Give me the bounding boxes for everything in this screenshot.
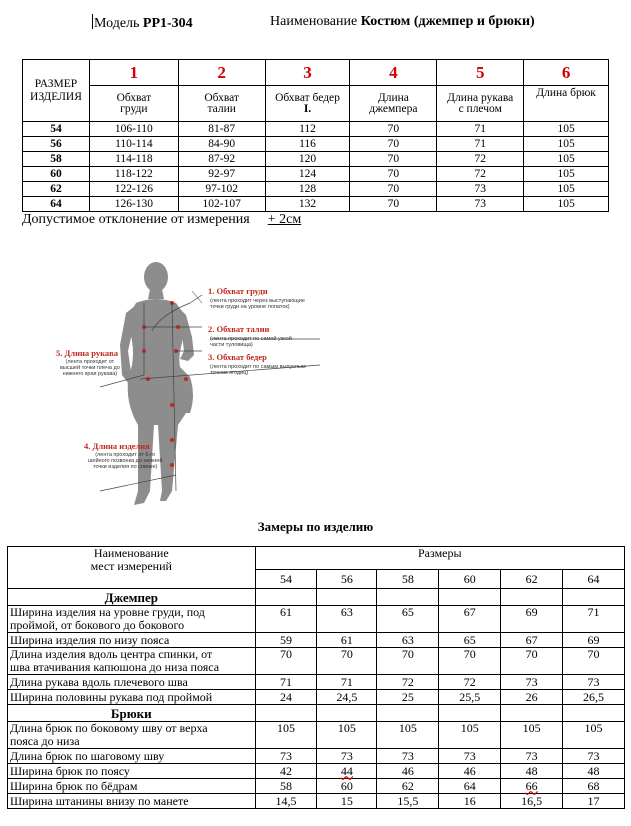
size-row <box>23 197 609 212</box>
measurement-value: 26 <box>501 690 563 705</box>
measurement-row <box>8 648 625 675</box>
empty-cell <box>501 589 563 606</box>
size-value-cell: 132 <box>265 197 350 212</box>
size-column-header: 58 <box>377 570 439 589</box>
measurement-value: 73 <box>563 749 625 764</box>
size-column-header: 60 <box>439 570 501 589</box>
empty-cell <box>439 705 501 722</box>
group-title: Джемпер <box>8 589 256 606</box>
measurement-value: 15 <box>317 794 377 809</box>
size-value-cell: 70 <box>350 122 437 137</box>
measurement-row <box>8 722 625 749</box>
measurement-value: 63 <box>377 633 439 648</box>
measurement-name-header: Наименование мест измерений <box>8 547 256 589</box>
sizes-header: Размеры <box>255 547 624 570</box>
figure-label-4: 4. Длина изделия <box>84 441 150 451</box>
size-cell: 62 <box>23 182 90 197</box>
name-line <box>270 14 535 30</box>
measurement-value: 16 <box>439 794 501 809</box>
empty-cell <box>563 705 625 722</box>
measurement-value: 58 <box>255 779 317 794</box>
empty-cell <box>255 705 317 722</box>
column-label: Обхват бедер I. <box>265 86 350 122</box>
size-value-cell: 105 <box>524 182 609 197</box>
measurement-label: Ширина брюк по поясу <box>8 764 256 779</box>
name-value: Костюм (джемпер и брюки) <box>360 14 535 29</box>
size-value-cell: 72 <box>437 152 524 167</box>
column-label: Обхват груди <box>89 86 178 122</box>
measurement-label: Ширина половины рукава под проймой <box>8 690 256 705</box>
measurement-value: 73 <box>377 749 439 764</box>
size-value-cell: 70 <box>350 167 437 182</box>
measurement-label: Длина брюк по шаговому шву <box>8 749 256 764</box>
measurement-value: 67 <box>439 606 501 633</box>
product-measurements-table <box>7 546 625 809</box>
column-number: 2 <box>178 60 265 86</box>
measurement-value: 73 <box>439 749 501 764</box>
measurement-row <box>8 690 625 705</box>
column-label: Длина брюк <box>524 86 609 122</box>
size-value-cell: 73 <box>437 197 524 212</box>
size-value-cell: 73 <box>437 182 524 197</box>
tolerance-note <box>22 212 301 228</box>
measurement-value: 66 <box>501 779 563 794</box>
corner-label-line1: РАЗМЕР <box>34 77 78 90</box>
measurement-value: 72 <box>377 675 439 690</box>
size-value-cell: 105 <box>524 122 609 137</box>
size-value-cell: 114-118 <box>89 152 178 167</box>
measurement-value: 70 <box>439 648 501 675</box>
measurement-value: 60 <box>317 779 377 794</box>
figure-note-2: (лента проходит по самой узкой части туловища) <box>210 336 292 348</box>
measurement-value: 25 <box>377 690 439 705</box>
measurement-value: 15,5 <box>377 794 439 809</box>
size-value-cell: 71 <box>437 137 524 152</box>
size-value-cell: 105 <box>524 197 609 212</box>
measurement-value: 25,5 <box>439 690 501 705</box>
corner-label-line2: ИЗДЕЛИЯ <box>30 90 82 103</box>
column-label: Длина джемпера <box>350 86 437 122</box>
empty-cell <box>563 589 625 606</box>
size-value-cell: 124 <box>265 167 350 182</box>
measurement-row <box>8 794 625 809</box>
measurement-value: 65 <box>439 633 501 648</box>
size-row <box>23 182 609 197</box>
size-column-header: 64 <box>563 570 625 589</box>
group-row <box>8 705 625 722</box>
size-value-cell: 70 <box>350 182 437 197</box>
size-row <box>23 137 609 152</box>
empty-cell <box>317 589 377 606</box>
tolerance-text: Допустимое отклонение от измерения <box>22 212 250 227</box>
measurement-value: 69 <box>501 606 563 633</box>
model-line <box>92 14 193 32</box>
figure-note-5: (лента проходит от высшей точки плеча до нижнего края рукава) <box>60 359 120 377</box>
size-cell: 58 <box>23 152 90 167</box>
measurement-value: 24,5 <box>317 690 377 705</box>
figure-label-5: 5. Длина рукава <box>56 348 119 358</box>
size-column-header: 62 <box>501 570 563 589</box>
size-cell: 60 <box>23 167 90 182</box>
size-value-cell: 70 <box>350 197 437 212</box>
size-value-cell: 102-107 <box>178 197 265 212</box>
measurement-value: 59 <box>255 633 317 648</box>
model-value: РР1-304 <box>142 16 193 31</box>
measurement-value: 71 <box>317 675 377 690</box>
measurement-label: Длина брюк по боковому шву от верха пояса до низа <box>8 722 256 749</box>
measurement-row <box>8 606 625 633</box>
size-corner-cell <box>23 60 90 122</box>
tolerance-value: + 2см <box>267 212 302 227</box>
measurement-row <box>8 675 625 690</box>
size-value-cell: 128 <box>265 182 350 197</box>
measurement-label: Длина изделия вдоль центра спинки, от шва втачивания капюшона до низа пояса <box>8 648 256 675</box>
empty-cell <box>255 589 317 606</box>
figure-label-3: 3. Обхват бедер <box>208 352 267 362</box>
empty-cell <box>501 705 563 722</box>
column-label: Длина рукава с плечом <box>437 86 524 122</box>
name-label: Наименование <box>270 14 358 29</box>
size-value-cell: 72 <box>437 167 524 182</box>
measurement-value: 71 <box>563 606 625 633</box>
measurement-value: 73 <box>317 749 377 764</box>
measurement-value: 69 <box>563 633 625 648</box>
measurement-value: 70 <box>501 648 563 675</box>
column-number: 5 <box>437 60 524 86</box>
measurement-value: 105 <box>563 722 625 749</box>
size-value-cell: 110-114 <box>89 137 178 152</box>
size-value-cell: 126-130 <box>89 197 178 212</box>
size-value-cell: 97-102 <box>178 182 265 197</box>
size-value-cell: 112 <box>265 122 350 137</box>
measurement-value: 105 <box>317 722 377 749</box>
figure-label-1: 1. Обхват груди <box>208 286 268 296</box>
measurement-value: 72 <box>439 675 501 690</box>
measurement-value: 61 <box>255 606 317 633</box>
measurement-value: 73 <box>501 749 563 764</box>
figure-note-1: (лента проходит через выступающие точки груди на уровне лопаток) <box>210 298 305 310</box>
product-section-title: Замеры по изделию <box>257 519 374 534</box>
measurement-value: 16,5 <box>501 794 563 809</box>
measurement-value: 48 <box>501 764 563 779</box>
measurement-value: 63 <box>317 606 377 633</box>
body-silhouette-icon <box>40 255 340 515</box>
figure-label-2: 2. Обхват талии <box>208 324 270 334</box>
empty-cell <box>439 589 501 606</box>
measurement-value: 46 <box>377 764 439 779</box>
measurement-label: Ширина изделия по низу пояса <box>8 633 256 648</box>
size-value-cell: 70 <box>350 152 437 167</box>
model-label: Модель <box>94 16 140 31</box>
size-value-cell: 122-126 <box>89 182 178 197</box>
column-number: 6 <box>524 60 609 86</box>
column-number: 3 <box>265 60 350 86</box>
size-value-cell: 105 <box>524 137 609 152</box>
measurement-value: 62 <box>377 779 439 794</box>
column-number: 1 <box>89 60 178 86</box>
empty-cell <box>317 705 377 722</box>
size-row <box>23 167 609 182</box>
measurement-value: 67 <box>501 633 563 648</box>
size-value-cell: 84-90 <box>178 137 265 152</box>
size-row <box>23 152 609 167</box>
figure-note-3: (лента проходит по самым выпуклым точкам ягодиц) <box>210 364 306 376</box>
empty-cell <box>377 705 439 722</box>
measurement-value: 73 <box>563 675 625 690</box>
measurement-value: 42 <box>255 764 317 779</box>
measurement-value: 61 <box>317 633 377 648</box>
size-cell: 56 <box>23 137 90 152</box>
measurement-row <box>8 779 625 794</box>
measurement-value: 14,5 <box>255 794 317 809</box>
measurement-label: Ширина изделия на уровне груди, под проймой, от бокового до бокового <box>8 606 256 633</box>
measurement-label: Длина рукава вдоль плечевого шва <box>8 675 256 690</box>
size-value-cell: 70 <box>350 137 437 152</box>
size-value-cell: 106-110 <box>89 122 178 137</box>
size-cell: 54 <box>23 122 90 137</box>
measurement-value: 70 <box>255 648 317 675</box>
size-value-cell: 105 <box>524 167 609 182</box>
figure-note-4: (лента проходит от 6-го шейного позвонка до нижней точки изделия по спинке) <box>88 452 163 470</box>
size-column-header: 56 <box>317 570 377 589</box>
measurement-value: 26,5 <box>563 690 625 705</box>
measurement-row <box>8 764 625 779</box>
measurement-value: 65 <box>377 606 439 633</box>
measurement-value: 70 <box>563 648 625 675</box>
group-row <box>8 589 625 606</box>
size-value-cell: 118-122 <box>89 167 178 182</box>
size-value-cell: 71 <box>437 122 524 137</box>
measurement-value: 68 <box>563 779 625 794</box>
measurement-value: 105 <box>255 722 317 749</box>
measurement-value: 17 <box>563 794 625 809</box>
size-value-cell: 120 <box>265 152 350 167</box>
size-cell: 64 <box>23 197 90 212</box>
measurement-value: 70 <box>377 648 439 675</box>
size-value-cell: 87-92 <box>178 152 265 167</box>
measurement-value: 46 <box>439 764 501 779</box>
text-cursor <box>92 14 93 29</box>
measurement-label: Ширина штанины внизу по манете <box>8 794 256 809</box>
measurement-label: Ширина брюк по бёдрам <box>8 779 256 794</box>
empty-cell <box>377 589 439 606</box>
size-value-cell: 105 <box>524 152 609 167</box>
measurement-value: 70 <box>317 648 377 675</box>
group-title: Брюки <box>8 705 256 722</box>
measurement-value: 64 <box>439 779 501 794</box>
measurement-figure <box>40 255 340 515</box>
measurement-value: 24 <box>255 690 317 705</box>
measurement-value: 105 <box>439 722 501 749</box>
column-label: Обхват талии <box>178 86 265 122</box>
size-value-cell: 81-87 <box>178 122 265 137</box>
measurement-value: 48 <box>563 764 625 779</box>
size-table <box>22 59 609 212</box>
size-value-cell: 92-97 <box>178 167 265 182</box>
measurement-row <box>8 749 625 764</box>
measurement-value: 71 <box>255 675 317 690</box>
measurement-value: 73 <box>501 675 563 690</box>
measurement-value: 73 <box>255 749 317 764</box>
measurement-value: 105 <box>501 722 563 749</box>
size-value-cell: 116 <box>265 137 350 152</box>
measurement-value: 44 <box>317 764 377 779</box>
size-column-header: 54 <box>255 570 317 589</box>
column-number: 4 <box>350 60 437 86</box>
measurement-value: 105 <box>377 722 439 749</box>
measurement-row <box>8 633 625 648</box>
size-row <box>23 122 609 137</box>
